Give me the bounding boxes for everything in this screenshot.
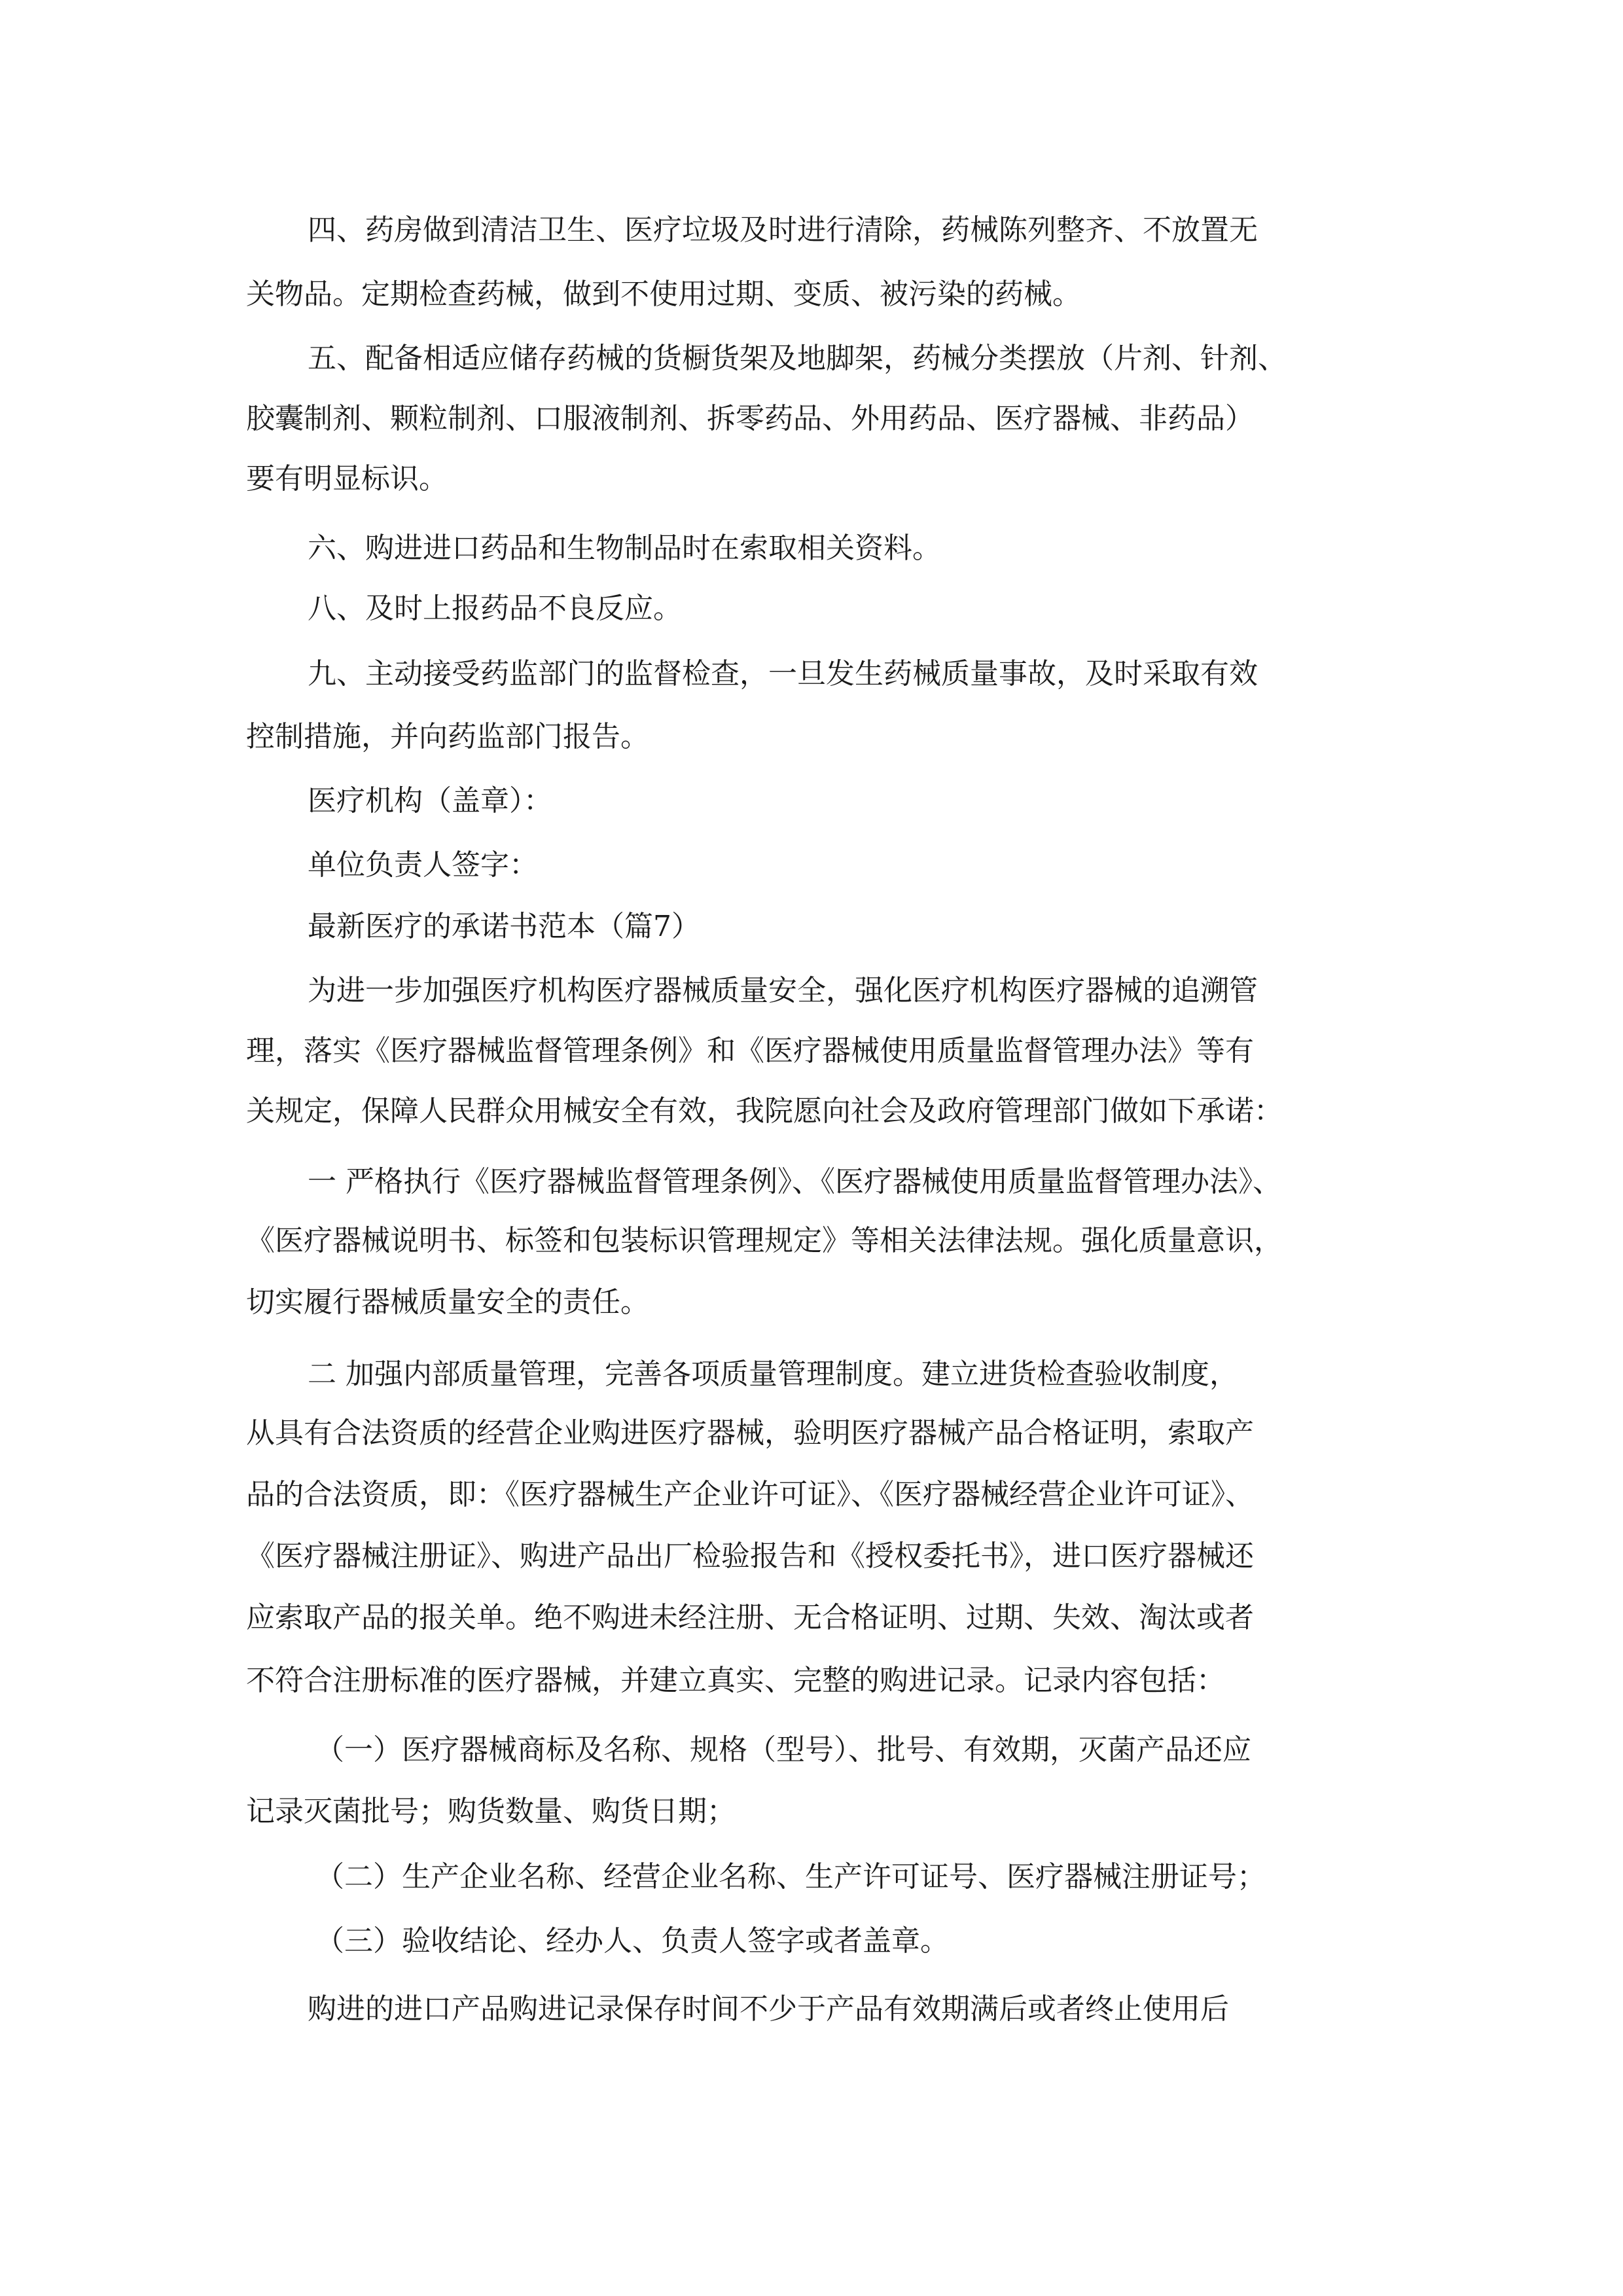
paragraph-line: 为进一步加强医疗机构医疗器械质量安全，强化医疗机构医疗器械的追溯管	[308, 974, 1258, 1007]
paragraph-line: （三）验收结论、经办人、负责人签字或者盖章。	[315, 1924, 949, 1958]
paragraph-line: （二）生产企业名称、经营企业名称、生产许可证号、医疗器械注册证号；	[315, 1860, 1266, 1893]
paragraph-line: 五、配备相适应储存药械的货橱货架及地脚架，药械分类摆放（片剂、针剂、	[308, 342, 1287, 375]
paragraph-line: 应索取产品的报关单。绝不购进未经注册、无合格证明、过期、失效、淘汰或者	[246, 1601, 1254, 1634]
paragraph-line: 关物品。定期检查药械，做到不使用过期、变质、被污染的药械。	[246, 278, 1081, 311]
paragraph-line: 八、及时上报药品不良反应。	[308, 592, 682, 625]
paragraph-line: 不符合注册标准的医疗器械，并建立真实、完整的购进记录。记录内容包括：	[246, 1664, 1225, 1697]
paragraph-line: 六、购进进口药品和生物制品时在索取相关资料。	[308, 531, 941, 565]
paragraph-line: 切实履行器械质量安全的责任。	[246, 1285, 649, 1319]
section-heading: 最新医疗的承诺书范本（篇7）	[308, 910, 700, 943]
paragraph-line: 医疗机构（盖章）：	[308, 784, 552, 817]
paragraph-line: 四、药房做到清洁卫生、医疗垃圾及时进行清除，药械陈列整齐、不放置无	[308, 213, 1258, 247]
paragraph-line: 单位负责人签字：	[308, 848, 538, 882]
paragraph-line: 一 严格执行《医疗器械监督管理条例》、《医疗器械使用质量监督管理办法》、	[308, 1165, 1281, 1198]
paragraph-line: 胶囊制剂、颗粒制剂、口服液制剂、拆零药品、外用药品、医疗器械、非药品）	[246, 402, 1254, 435]
paragraph-line: 《医疗器械说明书、标签和包装标识管理规定》等相关法律法规。强化质量意识，	[246, 1224, 1283, 1257]
paragraph-line: 要有明显标识。	[246, 462, 448, 495]
paragraph-line: （一）医疗器械商标及名称、规格（型号）、批号、有效期，灭菌产品还应	[315, 1733, 1251, 1767]
paragraph-line: 从具有合法资质的经营企业购进医疗器械，验明医疗器械产品合格证明，索取产	[246, 1416, 1254, 1450]
paragraph-line: 关规定，保障人民群众用械安全有效，我院愿向社会及政府管理部门做如下承诺：	[246, 1094, 1283, 1128]
paragraph-line: 控制措施，并向药监部门报告。	[246, 720, 649, 753]
paragraph-line: 购进的进口产品购进记录保存时间不少于产品有效期满后或者终止使用后	[308, 1992, 1229, 2026]
paragraph-line: 品的合法资质，即：《医疗器械生产企业许可证》、《医疗器械经营企业许可证》、	[246, 1478, 1254, 1511]
paragraph-line: 九、主动接受药监部门的监督检查，一旦发生药械质量事故，及时采取有效	[308, 657, 1258, 691]
paragraph-line: 记录灭菌批号；购货数量、购货日期；	[246, 1795, 736, 1828]
paragraph-line: 《医疗器械注册证》、购进产品出厂检验报告和《授权委托书》，进口医疗器械还	[246, 1539, 1254, 1573]
paragraph-line: 二 加强内部质量管理，完善各项质量管理制度。建立进货检查验收制度，	[308, 1357, 1238, 1391]
paragraph-line: 理，落实《医疗器械监督管理条例》和《医疗器械使用质量监督管理办法》等有	[246, 1034, 1254, 1067]
